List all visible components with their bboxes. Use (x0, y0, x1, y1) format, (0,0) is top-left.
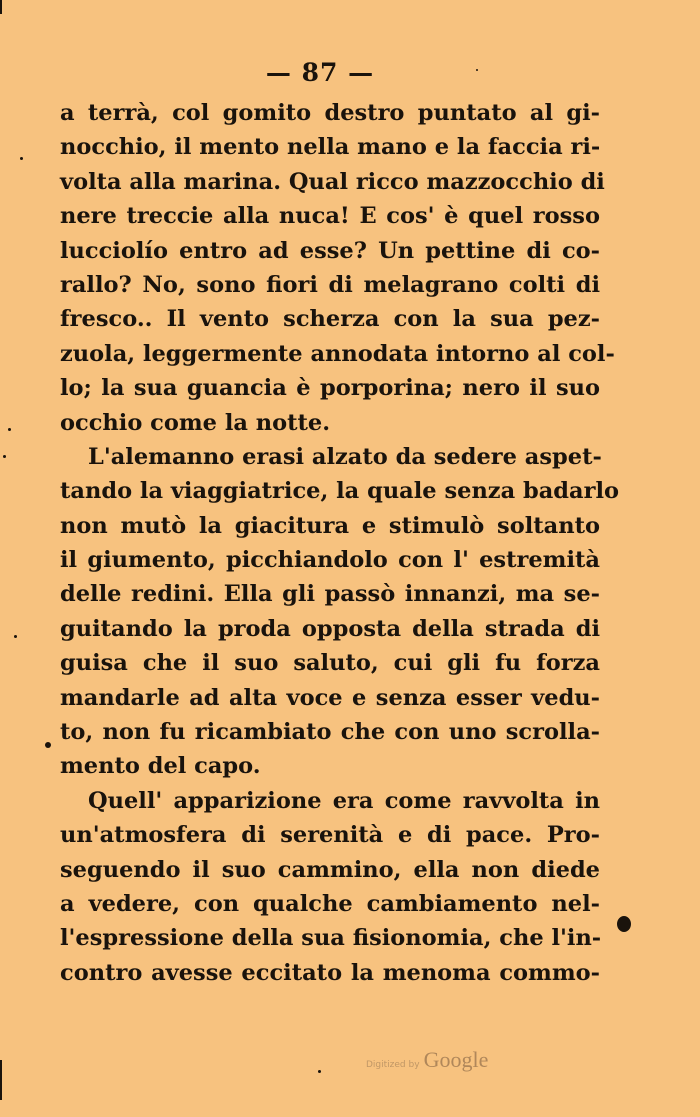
text-line: a terrà, col gomito destro puntato al gi- (60, 100, 600, 126)
digitized-label: Digitized by (366, 1060, 420, 1070)
text-line: guisa che il suo saluto, cui gli fu forza (60, 650, 600, 677)
text-line: Quell' apparizione era come ravvolta in (88, 787, 600, 814)
ink-speck (45, 742, 51, 748)
ink-speck (14, 635, 17, 638)
text-line: fresco.. Il vento scherza con la sua pez- (60, 306, 600, 333)
page-number: — 87 — (265, 58, 375, 87)
text-line: delle redini. Ella gli passò innanzi, ma se- (60, 581, 600, 608)
google-logo: Google (423, 1047, 489, 1072)
text-line: contro avesse eccitato la menoma commo- (60, 959, 600, 986)
text-line: mento del capo. (60, 753, 261, 780)
text-line: il giumento, picchiandolo con l' estremità (60, 547, 600, 574)
text-line: tando la viaggiatrice, la quale senza badarlo (60, 478, 620, 505)
text-line: volta alla marina. Qual ricco mazzocchio di (60, 168, 605, 195)
scan-edge-mark (0, 0, 2, 14)
ink-speck (318, 1070, 321, 1073)
digitized-watermark (366, 1047, 488, 1077)
text-line: nocchio, il mento nella mano e la faccia ri- (60, 134, 601, 161)
text-line: L'alemanno erasi alzato da sedere aspet- (88, 443, 602, 470)
text-line: non mutò la giacitura e stimulò soltanto (60, 512, 600, 539)
ink-speck (617, 916, 631, 932)
text-line: mandarle ad alta voce e senza esser vedu- (60, 684, 600, 711)
ink-speck (8, 428, 11, 431)
text-line: a vedere, con qualche cambiamento nel- (60, 890, 600, 917)
text-line: un'atmosfera di serenità e di pace. Pro- (60, 822, 600, 849)
text-line: lo; la sua guancia è porporina; nero il suo (60, 375, 600, 402)
text-line: nere treccie alla nuca! E cos' è quel rosso (60, 203, 600, 230)
ink-speck (476, 69, 478, 71)
text-line: rallo? No, sono fiori di melagrano colti di (60, 271, 600, 298)
text-line: lucciolío entro ad esse? Un pettine di co- (60, 237, 600, 264)
text-line: l'espressione della sua fisionomia, che l'in- (60, 925, 602, 952)
text-line: occhio come la notte. (60, 409, 331, 436)
body-text (60, 96, 620, 990)
scan-edge-mark (0, 1060, 2, 1100)
text-line: seguendo il suo cammino, ella non diede (60, 856, 600, 883)
text-line: to, non fu ricambiato che con uno scrolla- (60, 719, 600, 746)
ink-speck (20, 157, 23, 160)
text-line: guitando la proda opposta della strada di (60, 615, 600, 642)
text-line: zuola, leggermente annodata intorno al col- (60, 340, 615, 367)
ink-speck (3, 455, 6, 458)
